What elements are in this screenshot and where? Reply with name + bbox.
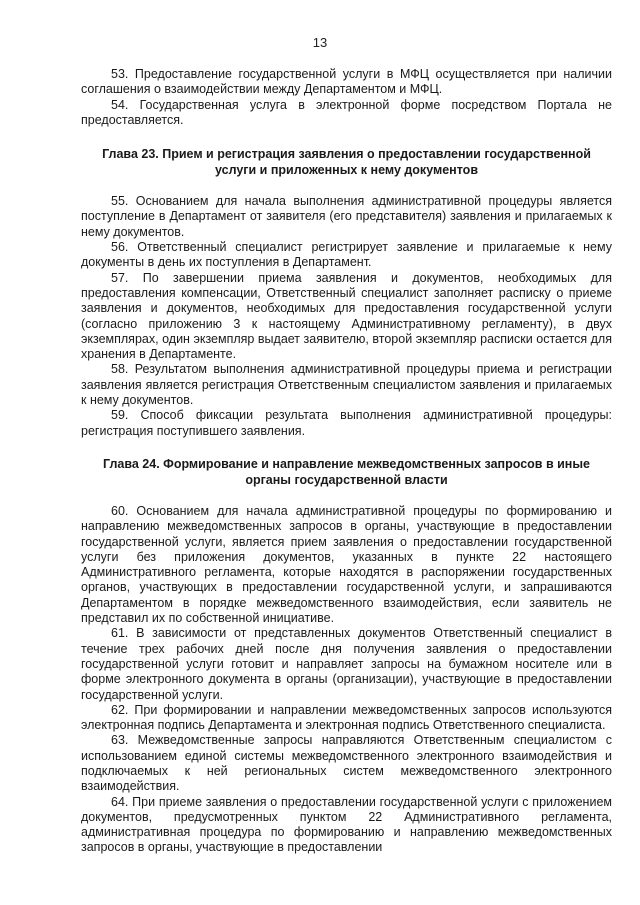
paragraph-55: 55. Основанием для начала выполнения административной процедуры является поступление в Департамент от заявителя (его представителя) заявления и прилагаемых к нему документов. — [81, 194, 612, 239]
paragraph-53: 53. Предоставление государственной услуги в МФЦ осуществляется при наличии соглашения о взаимодействии между Департаментом и МФЦ. — [81, 67, 612, 97]
paragraph-61: 61. В зависимости от представленных документов Ответственный специалист в течение трех рабочих дней после дня получения заявления о предоставлении государственной услуги готовит и направляет запросы на бумажном носителе или в форме электронного документа в органы (организации), участвующие в предоставлении государственной услуги. — [81, 626, 612, 702]
paragraph-57: 57. По завершении приема заявления и документов, необходимых для предоставления компенсации, Ответственный специалист заполняет расписку о приеме заявления и документов, необходимых для предоставления государственной услуги (согласно приложению 3 к настоящему Административному регламенту), в двух экземплярах, один экземпляр выдает заявителю, второй экземпляр расписки остается для хранения в Департаменте. — [81, 270, 612, 362]
page-content — [81, 67, 612, 856]
paragraph-54: 54. Государственная услуга в электронной форме посредством Портала не предоставляется. — [81, 97, 612, 127]
chapter-23-heading: Глава 23. Прием и регистрация заявления о предоставлении государственной услуги и приложенных к нему документов — [102, 147, 591, 178]
paragraph-59: 59. Способ фиксации результата выполнения административной процедуры: регистрация поступившего заявления. — [81, 408, 612, 438]
paragraph-56: 56. Ответственный специалист регистрирует заявление и прилагаемые к нему документы в день их поступления в Департамент. — [81, 240, 612, 270]
chapter-24-heading: Глава 24. Формирование и направление межведомственных запросов в иные органы государственной власти — [103, 456, 590, 487]
page-number: 13 — [312, 35, 328, 50]
paragraph-64: 64. При приеме заявления о предоставлении государственной услуги с приложением документов, предусмотренных пунктом 22 Административного регламента, административная процедура по формированию и направлению межведомственных запросов в органы, участвующие в предоставлении — [81, 794, 612, 855]
paragraph-60: 60. Основанием для начала административной процедуры по формированию и направлению межведомственных запросов в органы, участвующие в предоставлении государственной услуги, является прием заявления о предоставлении государственной услуги без приложения документов, указанных в пункте 22 настоящего Административного регламента, которые находятся в распоряжении государственных органов, участвующих в предоставлении государственной услуги, и запрашиваются Департаментом в порядке межведомственного взаимодействия, если заявитель не представил их по собственной инициативе. — [81, 503, 612, 626]
paragraph-58: 58. Результатом выполнения административной процедуры приема и регистрации заявления является регистрация Ответственным специалистом заявления и прилагаемых к нему документов. — [81, 362, 612, 408]
paragraph-62: 62. При формировании и направлении межведомственных запросов используются электронная подпись Департамента и электронная подпись Ответственного специалиста. — [81, 702, 612, 733]
paragraph-63: 63. Межведомственные запросы направляются Ответственным специалистом с использованием единой системы межведомственного электронного взаимодействия и подключаемых к ней региональных систем межведомственного электронного взаимодействия. — [81, 733, 612, 794]
